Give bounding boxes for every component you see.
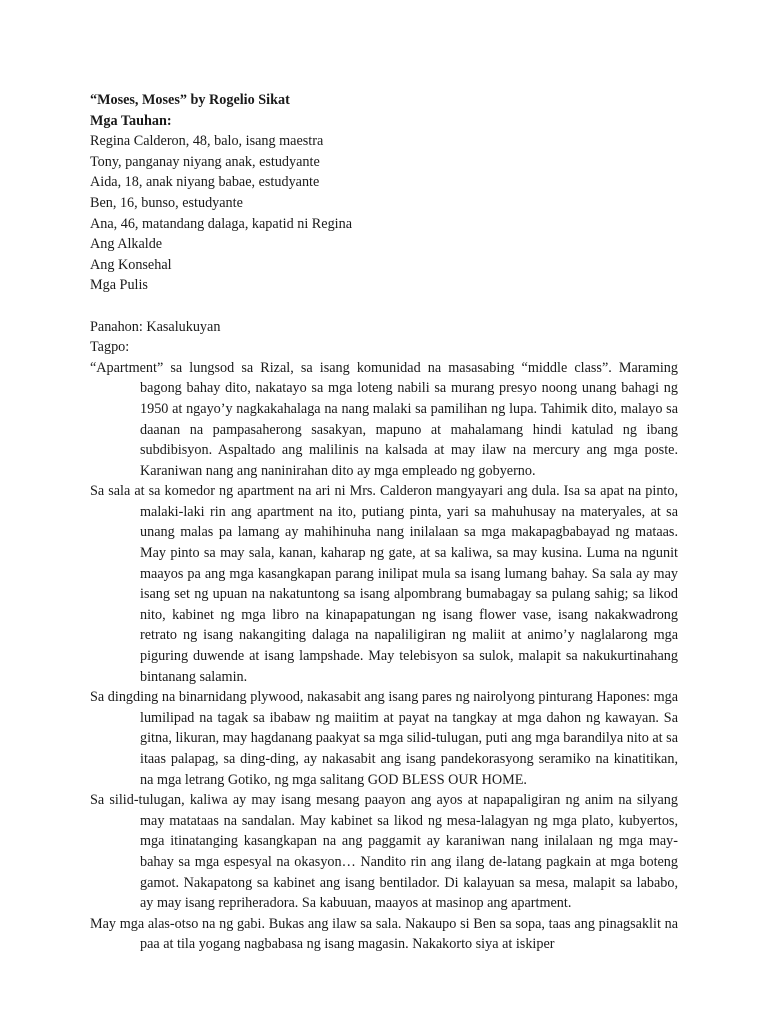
paragraph-silid-tulugan: Sa silid-tulugan, kaliwa ay may isang mesang paayon ang ayos at napapaligiran ng anim na silyang may matataas na sandalan. May kabinet sa likod ng mesa-lalagyan ng mga plato, kubyertos, mga itinatanging kasangkapan na ang paggamit ay karaniwan nang inilalaan ng mga may-bahay sa mga espesyal na okasyon… Nandito rin ang ilang de-latang pagkain at mga boteng gamot. Nakapatong sa kabinet ang isang bentilador. Di kalayuan sa mesa, malapit sa lababo, ay may isang repriheradora. Sa kabuuan, maayos at masinop ang apartment.: [90, 792, 678, 912]
cast-item-regina: Regina Calderon, 48, balo, isang maestra: [90, 133, 324, 150]
cast-item-pulis: Mga Pulis: [90, 277, 148, 294]
paragraph-apartment: “Apartment” sa lungsod sa Rizal, sa isang komunidad na masasabing “middle class”. Maraming bagong bahay dito, nakatayo sa mga loteng nabili sa murang presyo noong unang bahagi ng 1950 at ngayo’y nagkakahalaga na nang malaki sa pamilihan ng lupa. Tahimik dito, malayo sa daanan na pampasaherong sasakyan, mapuno at mahalamang hindi katulad ng ibang subdibisyon. Aspaltado ang malilinis na kalsada at may ilaw na mercury ang mga poste. Karaniwan nang ang naninirahan dito ay mga empleado ng gobyerno.: [90, 359, 678, 479]
setting-heading: Tagpo:: [90, 339, 130, 356]
time-line: Panahon: Kasalukuyan: [90, 318, 221, 335]
paragraph-dingding: Sa dingding na binarnidang plywood, nakasabit ang isang pares ng nairolyong pinturang Hapones: mga lumilipad na tagak sa ibabaw ng maiitim at payat na tangkay at mga dahon ng kawayan. Sa gitna, likuran, may hagdanang paakyat sa mga silid-tulugan, puti ang mga barandilya nito at sa itaas palapag, sa ding-ding, ay nakasabit ang isang pandekorasyong seramiko na kinatitikan, na mga letrang Gotiko, ng mga salitang GOD BLESS OUR HOME.: [90, 689, 678, 788]
cast-item-konsehal: Ang Konsehal: [90, 256, 172, 273]
cast-item-ana: Ana, 46, matandang dalaga, kapatid ni Regina: [90, 215, 352, 232]
cast-item-aida: Aida, 18, anak niyang babae, estudyante: [90, 174, 320, 191]
cast-item-ben: Ben, 16, bunso, estudyante: [90, 194, 243, 211]
cast-item-tony: Tony, panganay niyang anak, estudyante: [90, 153, 320, 170]
paragraph-sala: Sa sala at sa komedor ng apartment na ari ni Mrs. Calderon mangyayari ang dula. Isa sa apat na pinto, malaki-laki rin ang apartment na ito, putiang pinta, yari sa mahuhusay na materyales, at sa unang malas pa lamang ay mahihinuha nang inilalaan sa mga makapagbabayad ng mataas. May pinto sa may sala, kanan, kaharap ng gate, at sa kaliwa, sa may kusina. Luma na ngunit maayos pa ang mga kasangkapan parang inilipat mula sa isang lumang bahay. Sa sala ay may isang set ng upuan na nakatuntong sa isang alpombrang bumabagay sa pulang sahig; sa likod nito, kabinet ng mga libro na kinapapatungan ng isang flower vase, isang nakakwadrong retrato ng isang nakangiting dalaga na napaliligiran ng maliit at animo’y naglalarong mga piguring duwende at isang lampshade. May telebisyon sa sulok, malapit sa nakukurtinahang bintanang salamin.: [90, 483, 678, 685]
play-title: “Moses, Moses” by Rogelio Sikat: [90, 92, 290, 108]
blank-line: [90, 296, 678, 317]
cast-heading: Mga Tauhan:: [90, 112, 172, 129]
paragraph-alas-otso: May mga alas-otso na ng gabi. Bukas ang ilaw sa sala. Nakaupo si Ben sa sopa, taas ang pinagsaklit na paa at tila yogang nagbabasa ng isang magasin. Nakakorto siya at iskiper: [90, 915, 678, 953]
cast-item-alkalde: Ang Alkalde: [90, 236, 163, 253]
document-page: [90, 90, 678, 955]
cast-list: [90, 131, 678, 296]
